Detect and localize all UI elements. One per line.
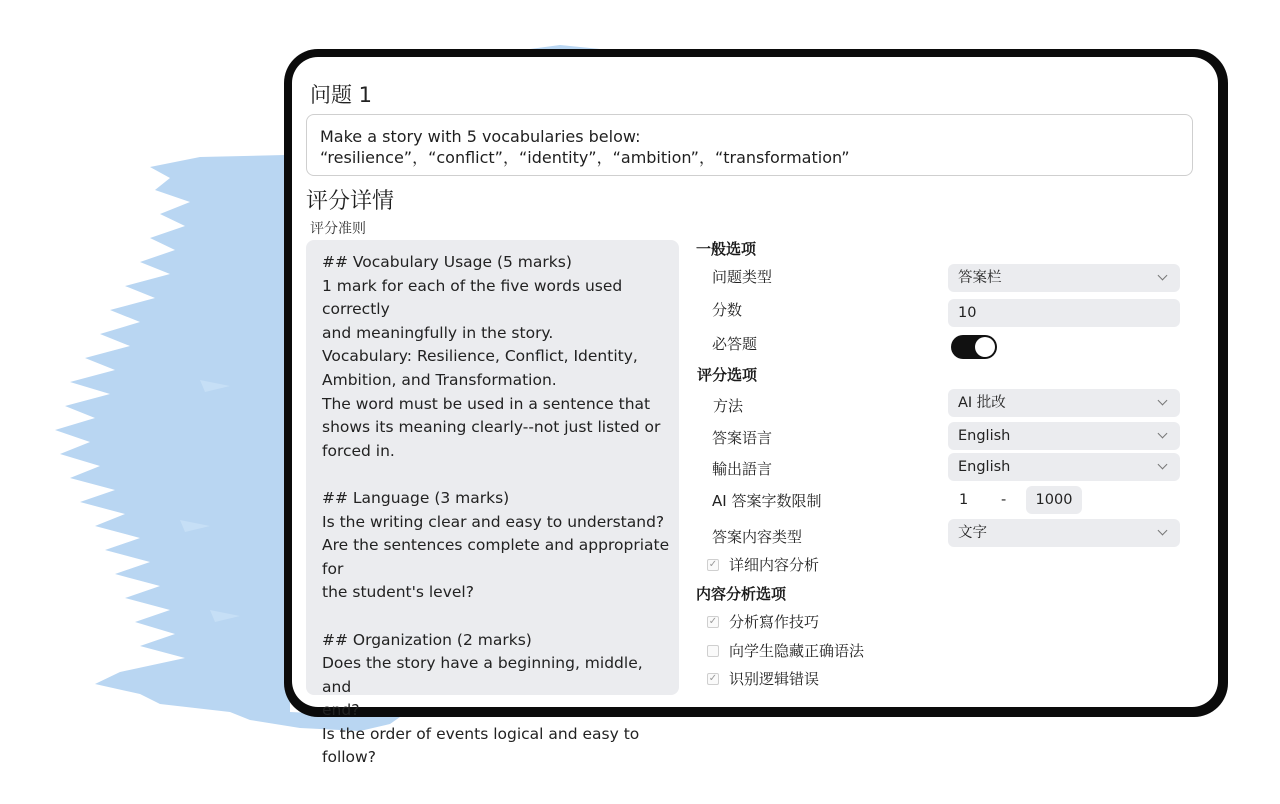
rubric-line: Does the story have a beginning, middle, and [322,654,643,696]
method-label: 方法 [713,397,744,415]
word-limit-separator: - [1001,492,1007,508]
rubric-label: 评分准则 [310,221,366,237]
question-type-value: 答案栏 [958,270,1002,286]
rubric-line: Is the order of events logical and easy to follow? [322,724,640,767]
rubric-line: forced in. [322,441,395,460]
ai-word-limit-label: AI 答案字数限制 [712,492,822,510]
rubric-line: ## Organization (2 marks) [322,630,532,649]
question-type-label: 问题类型 [712,268,773,286]
answer-language-select[interactable] [948,422,1180,450]
rubric-line: Ambition, and Transformation. [322,370,557,389]
answer-language-label: 答案语言 [712,429,773,447]
analyze-writing-label: 分析寫作技巧 [729,613,820,631]
rubric-line: end? [322,701,360,720]
general-options-heading: 一般选项 [696,240,757,258]
output-language-label: 輸出語言 [712,460,773,478]
question-prompt-box[interactable] [306,114,1193,176]
rubric-line: ## Vocabulary Usage (5 marks) [322,253,572,271]
word-limit-min[interactable]: 1 [959,492,969,508]
rubric-textarea[interactable] [306,240,679,767]
question-prompt-line: Make a story with 5 vocabularies below: [320,127,641,146]
answer-content-type-label: 答案内容类型 [712,528,803,546]
logic-errors-label: 识别逻辑错误 [729,670,820,688]
method-value: AI 批改 [958,395,1006,411]
detail-analysis-checkbox[interactable]: ✓ [708,559,718,570]
rubric-line: shows its meaning clearly--not just listed or [322,418,661,437]
logic-errors-checkbox[interactable]: ✓ [708,673,718,684]
answer-content-type-value: 文字 [958,525,987,541]
detail-analysis-label: 详细内容分析 [729,556,820,574]
content-analysis-heading: 内容分析选项 [696,585,787,603]
score-label: 分数 [712,301,743,319]
question-title: 问题 1 [310,83,373,107]
question-prompt-line: “resilience”，“conflict”，“identity”，“ambition”，“transformation” [320,148,850,167]
rubric-line [322,605,671,629]
analyze-writing-checkbox[interactable]: ✓ [708,616,718,627]
rubric-line: Vocabulary: Resilience, Conflict, Identity, [322,347,638,366]
rubric-line: ## Language (3 marks) [322,488,510,507]
answer-language-value: English [958,428,1011,444]
scoring-options-heading: 评分选项 [697,366,758,384]
rubric-line: Are the sentences complete and appropriate for [322,536,670,578]
screen [292,57,1218,767]
question-type-select[interactable] [948,264,1180,292]
output-language-select[interactable] [948,453,1180,481]
toggle-knob [975,337,995,357]
rubric-line: Is the writing clear and easy to understand? [322,512,665,531]
required-label: 必答题 [712,335,758,353]
hide-grammar-label: 向学生隐藏正确语法 [729,642,865,660]
method-select[interactable] [948,389,1180,417]
hide-grammar-checkbox[interactable] [707,645,719,657]
rubric-line: and meaningfully in the story. [322,323,554,342]
word-limit-max[interactable]: 1000 [1026,486,1082,514]
rubric-line: The word must be used in a sentence that [322,394,651,413]
rubric-line [322,463,671,487]
rubric-line: the student's level? [322,583,474,602]
score-input[interactable] [948,299,1180,327]
rubric-line: 1 mark for each of the five words used correctly [322,276,623,319]
answer-content-type-select[interactable] [948,519,1180,547]
required-toggle[interactable] [951,335,997,359]
grading-details-title: 评分详情 [306,189,395,214]
output-language-value: English [958,459,1011,475]
score-value: 10 [958,305,977,321]
